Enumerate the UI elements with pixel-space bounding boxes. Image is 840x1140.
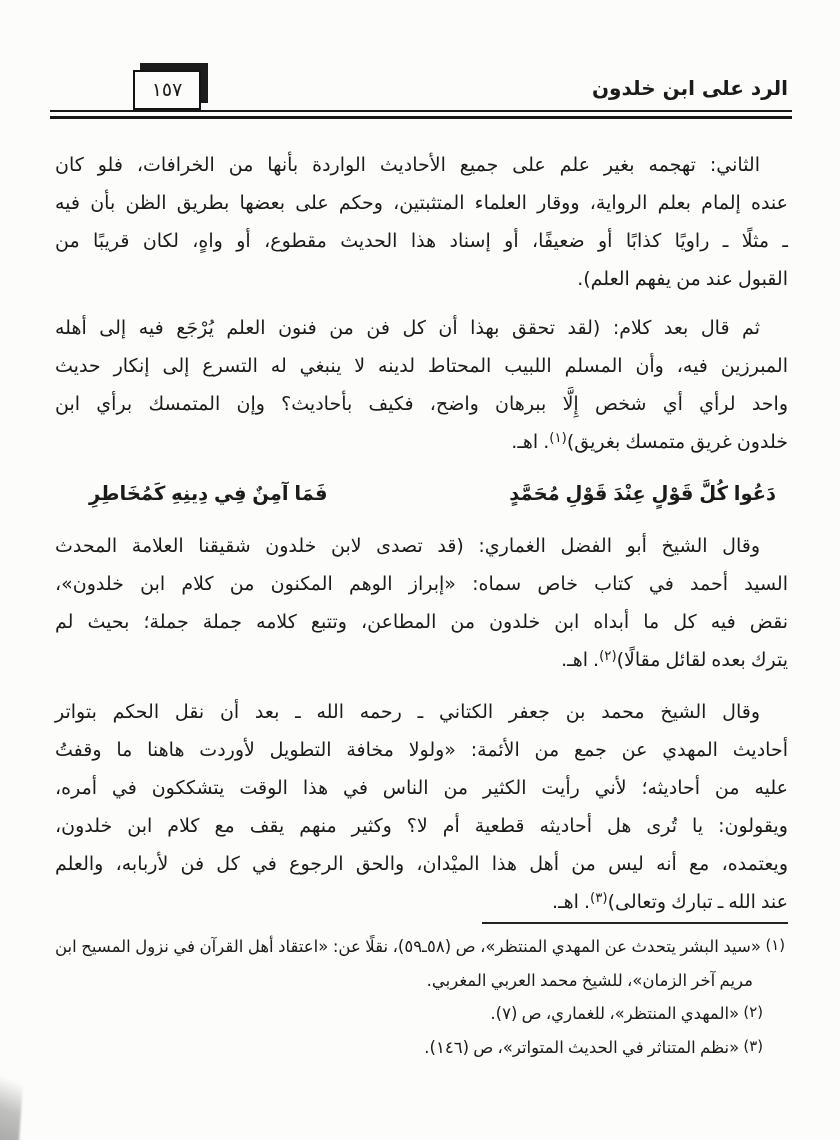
text-line [55,423,788,464]
text-line: ـ مثلًا ـ راويًا كذابًا أو ضعيفًا، أو إسناد هذا الحديث مقطوع، أو واهٍ، لكان قريبًا من [55,230,788,252]
page-number: ١٥٧ [151,79,183,101]
footnote-text: «نظم المتناثر في الحديث المتواتر»، ص (١٤٦). [424,1038,740,1057]
text-segment: خلدون غريق متمسك بغريق) [566,431,788,453]
page-body [55,146,788,935]
text-line: عنده إلمام بعلم الرواية، ووقار العلماء المتثبتين، وحكم على بعضها بطريق الظن بأن فيه [55,192,788,214]
paragraph-2 [55,309,788,464]
text-line: السيد أحمد في كتاب خاص سماه: «إبراز الوهم المكنون من كلام ابن خلدون»، [55,573,788,595]
text-segment: عند الله ـ تبارك وتعالى) [607,891,788,913]
text-line [55,883,788,924]
header-double-rule [50,110,792,119]
text-segment: . اهـ. [552,891,591,913]
footnote-marker: (٢) [743,1003,763,1022]
paragraph-3 [55,527,788,682]
footnote-text: «سيد البشر يتحدث عن المهدي المنتظر»، ص (٥٨ـ٥٩)، نقلًا عن: «اعتقاد أهل القرآن في نزول المسيح ابن مريم آخر الزمان»، للشيخ محمد العربي المغربي. [55,937,761,990]
scan-smudge [0,1049,25,1140]
footnote-marker: (١) [765,936,786,955]
verse-hemistich-left: فَمَا آمِنٌ فِي دِينِهِ كَمُخَاطِرِ [89,482,328,505]
text-segment: . اهـ. [561,649,600,671]
paragraph-4 [55,693,788,924]
text-line: وقال الشيخ محمد بن جعفر الكتاني ـ رحمه الله ـ بعد أن نقل الحكم بتواتر [55,701,760,723]
footnote-ref-1: (١) [549,431,567,447]
text-line: ثم قال بعد كلام: (لقد تحقق بهذا أن كل فن من فنون العلم يُرْجَع فيه إلى أهله [55,317,760,339]
text-line: ويقولون: يا تُرى هل أحاديثه قطعية أم لا؟ وكثير منهم يقف مع كلام ابن خلدون، [55,815,788,837]
text-line: ويعتمده، مع أنه ليس من أهل هذا الميْدان، والحق الرجوع في كل فن لأربابه، والعلم [55,853,788,875]
text-line: الثاني: تهجمه بغير علم على جميع الأحاديث الواردة بأنها من الخرافات، فلو كان [55,154,760,176]
text-line: عليه من أحاديثه؛ لأني رأيت الكثير من الناس في هذا الوقت يتشككون في أمره، [55,777,788,799]
footnote-separator [482,922,788,924]
text-segment: يترك بعده لقائل مقالًا) [616,649,788,671]
text-line: واحد لرأي أي شخص إِلَّا ببرهان واضح، فكيف بأحاديث؟ وإن المتمسك برأي ابن [55,393,788,415]
text-line: أحاديث المهدي عن جمع من الأئمة: «ولولا مخافة التطويل لأوردت هاهنا ما وقفتُ [55,739,788,761]
text-line: المبرزين فيه، وأن المسلم اللبيب المحتاط لدينه لا ينبغي له التسرع إلى إنكار حديث [55,355,788,377]
poetry-verse [55,475,788,513]
text-line: نقض فيه كل ما أبداه ابن خلدون من المطاعن، وتتبع كلامه جملة جملة؛ بحيث لم [55,611,788,633]
footnote-ref-3: (٣) [590,891,608,907]
text-segment: . اهـ. [511,431,550,453]
footnote-marker: (٣) [743,1037,763,1056]
book-title: الرد على ابن خلدون [591,76,788,100]
paragraph-1 [55,146,788,298]
footnote-2 [55,997,785,1031]
text-line [55,641,788,682]
footnote-1 [55,930,785,997]
text-line: وقال الشيخ أبو الفضل الغماري: (قد تصدى لابن خلدون شقيقنا العلامة المحدث [55,535,760,557]
text-line: القبول عند من يفهم العلم). [577,268,788,290]
footnote-text: «المهدي المنتظر»، للغماري، ص (٧). [490,1004,740,1023]
footnote-3 [55,1031,785,1065]
verse-hemistich-right: دَعُوا كُلَّ قَوْلٍ عِنْدَ قَوْلِ مُحَمَّدٍ [509,482,776,505]
footnotes-section [55,930,785,1065]
footnote-ref-2: (٢) [599,649,617,665]
page-number-box [133,70,201,110]
